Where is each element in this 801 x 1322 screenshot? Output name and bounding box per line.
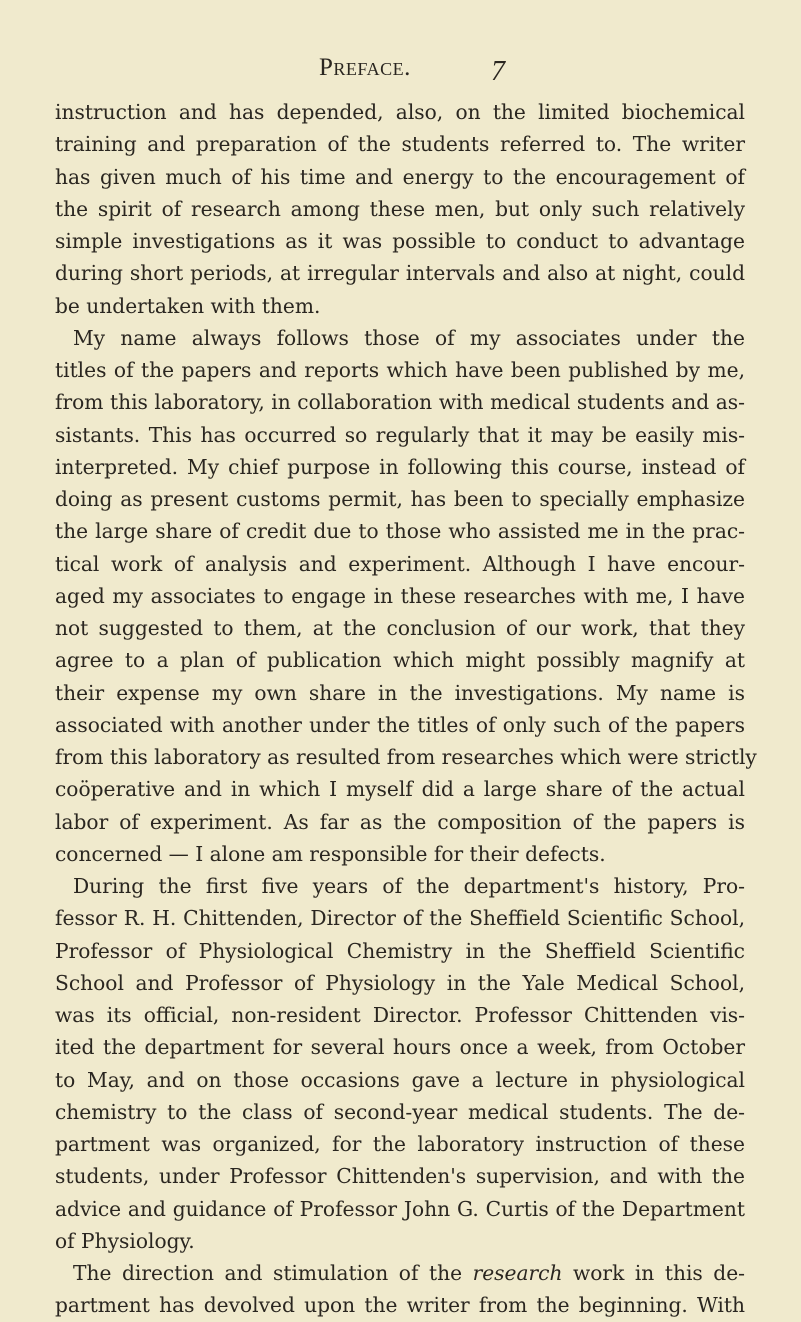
text-line: partment was organized, for the laboratory instruction of these	[55, 1132, 745, 1156]
line-text-before: The direction and stimulation of the	[73, 1261, 473, 1285]
text-line: fessor R. H. Chittenden, Director of the Sheffield Scientific School,	[55, 906, 745, 931]
text-line: associated with another under the titles of only such of the papers	[55, 712, 745, 737]
text-line: from this laboratory as resulted from researches which were strictly	[55, 745, 757, 769]
text-line: tical work of analysis and experiment. Although I have encour-	[55, 551, 745, 576]
text-line: training and preparation of the students referred to. The writer	[55, 132, 745, 157]
body-text	[55, 96, 757, 1322]
text-line-emphasis	[55, 1257, 745, 1289]
text-line: the spirit of research among these men, but only such relatively	[55, 196, 745, 221]
text-line: titles of the papers and reports which have been published by me,	[55, 358, 745, 382]
text-line: sistants. This has occurred so regularly that it may be easily mis-	[55, 422, 745, 447]
text-line: chemistry to the class of second-year medical students. The de-	[55, 1099, 745, 1124]
text-line: My name always follows those of my associates under the	[73, 325, 745, 350]
text-line: During the first five years of the department's history, Pro-	[73, 874, 745, 898]
text-line: during short periods, at irregular intervals and also at night, could	[55, 261, 745, 286]
text-line: advice and guidance of Professor John G. Curtis of the Department	[55, 1196, 745, 1221]
text-line: interpreted. My chief purpose in following this course, instead of	[55, 454, 745, 479]
text-line: of Physiology.	[55, 1228, 195, 1253]
line-text-after: work in this de-	[562, 1261, 745, 1285]
text-line: be undertaken with them.	[55, 293, 321, 318]
text-line: instruction and has depended, also, on the limited biochemical	[55, 100, 745, 124]
text-line: doing as present customs permit, has been to specially emphasize	[55, 487, 745, 511]
text-line: students, under Professor Chittenden's supervision, and with the	[55, 1164, 745, 1189]
page-number: 7	[491, 56, 505, 87]
text-line: agree to a plan of publication which might possibly magnify at	[55, 648, 745, 673]
text-line: ited the department for several hours once a week, from October	[55, 1035, 745, 1060]
text-line: has given much of his time and energy to the encouragement of	[55, 164, 745, 189]
text-line: Professor of Physiological Chemistry in the Sheffield Scientific	[55, 938, 745, 963]
text-line: the large share of credit due to those who assisted me in the prac-	[55, 519, 745, 544]
page-header	[0, 50, 801, 87]
text-line: aged my associates to engage in these researches with me, I have	[55, 583, 745, 608]
text-line: to May, and on those occasions gave a lecture in physiological	[55, 1067, 745, 1092]
text-line: concerned — I alone am responsible for their defects.	[55, 841, 606, 866]
text-line: not suggested to them, at the conclusion of our work, that they	[55, 616, 745, 640]
text-line: partment has devolved upon the writer from the beginning. With	[55, 1293, 745, 1318]
text-line: School and Professor of Physiology in the Yale Medical School,	[55, 970, 745, 995]
text-line: from this laboratory, in collaboration with medical students and as-	[55, 390, 745, 415]
text-line: simple investigations as it was possible to conduct to advantage	[55, 229, 745, 253]
text-line: labor of experiment. As far as the composition of the papers is	[55, 809, 745, 834]
emphasized-word: research	[472, 1261, 563, 1285]
text-line: coöperative and in which I myself did a large share of the actual	[55, 777, 745, 802]
text-line: their expense my own share in the investigations. My name is	[55, 680, 745, 705]
running-head: Preface.	[319, 54, 411, 81]
text-line: was its official, non-resident Director. Professor Chittenden vis-	[55, 1003, 745, 1027]
